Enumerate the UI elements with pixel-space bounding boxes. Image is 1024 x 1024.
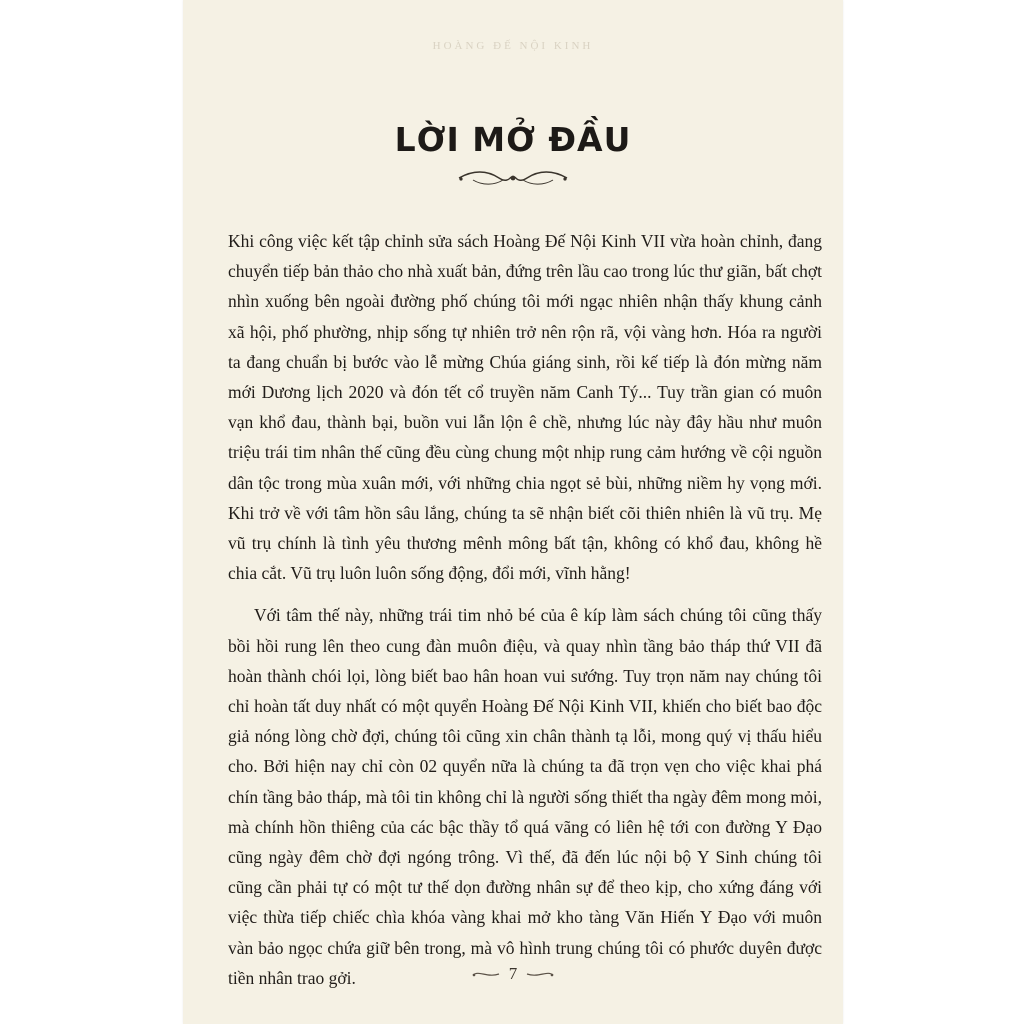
paragraph: Khi công việc kết tập chỉnh sửa sách Hoàng Đế Nội Kinh VII vừa hoàn chỉnh, đang chuyển tiếp bản thảo cho nhà xuất bản, đứng trên lầu cao trong lúc thư giãn, bất chợt nhìn xuống bên ngoài đường phố chúng tôi mới ngạc nhiên nhận thấy khung cảnh xã hội, phố phường, nhịp sống tự nhiên trở nên rộn rã, vội vàng hơn. Hóa ra người ta đang chuẩn bị bước vào lễ mừng Chúa giáng sinh, rồi kế tiếp là đón mừng năm mới Dương lịch 2020 và đón tết cổ truyền năm Canh Tý... Tuy trần gian có muôn vạn khổ đau, thành bại, buồn vui lẫn lộn ê chề, nhưng lúc này đây hầu như muôn triệu trái tim nhân thế cũng đều cùng chung một nhịp rung cảm hướng về cội nguồn dân tộc trong mùa xuân mới, với những chia ngọt sẻ bùi, những niềm hy vọng mới. Khi trở về với tâm hồn sâu lắng, chúng ta sẽ nhận biết cõi thiên nhiên là vũ trụ. Mẹ vũ trụ chính là tình yêu thương mênh mông bất tận, không có khổ đau, không hề chia cắt. Vũ trụ luôn luôn sống động, đổi mới, vĩnh hằng! (228, 231, 822, 584)
page-number: 7 (508, 964, 518, 983)
left-flourish-icon (471, 969, 501, 979)
chapter-title: LỜI MỞ ĐẦU (394, 120, 632, 159)
running-header: HOÀNG ĐẾ NỘI KINH (432, 40, 594, 52)
title-flourish-icon (453, 168, 573, 188)
book-page (183, 0, 843, 1024)
body-text (228, 226, 822, 993)
right-flourish-icon (525, 969, 555, 979)
page-footer (183, 962, 843, 986)
paragraph: Với tâm thế này, những trái tim nhỏ bé của ê kíp làm sách chúng tôi cũng thấy bồi hồi rung lên theo cung đàn muôn điệu, và quay nhìn tầng bảo tháp thứ VII đã hoàn thành chói lọi, lòng biết bao hân hoan vui sướng. Tuy trọn năm nay chúng tôi chỉ hoàn tất duy nhất có một quyển Hoàng Đế Nội Kinh VII, khiến cho biết bao độc giả nóng lòng chờ đợi, chúng tôi cũng xin chân thành tạ lỗi, mong quý vị thấu hiểu cho. Bởi hiện nay chỉ còn 02 quyển nữa là chúng ta đã trọn vẹn cho việc khai phá chín tầng bảo tháp, mà tôi tin không chỉ là người sống thiết tha ngày đêm mong mỏi, mà chính hồn thiêng của các bậc thầy tổ quá vãng có liên hệ tới con đường Y Đạo cũng ngày đêm chờ đợi ngóng trông. Vì thế, đã đến lúc nội bộ Y Sinh chúng tôi cũng cần phải tự có một tư thế dọn đường nhân sự để theo kịp, cho xứng đáng với việc thừa tiếp chiếc chìa khóa vàng khai mở kho tàng Văn Hiến Y Đạo với muôn vàn bảo ngọc chứa giữ bên trong, mà vô hình trung chúng tôi có phước duyên được tiền nhân trao gởi. (228, 605, 822, 988)
